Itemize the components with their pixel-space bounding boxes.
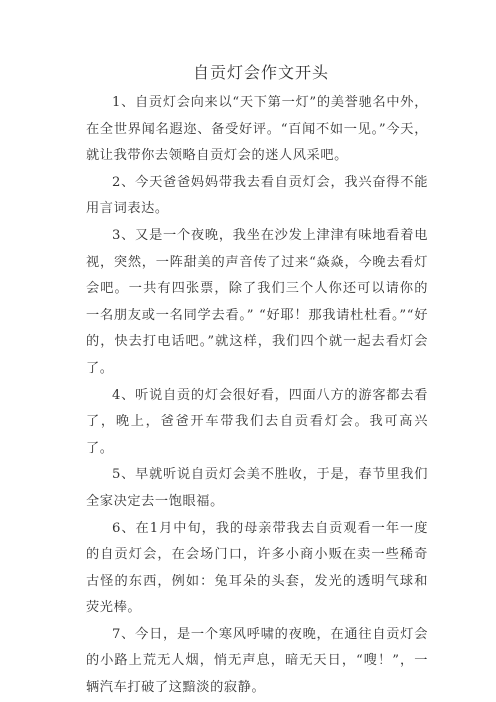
page-title: 自贡灯会作文开头	[192, 63, 329, 82]
paragraph-3: 3、又是一个夜晚，我坐在沙发上津津有味地看着电视，突然，一阵甜美的声音传了过来“焱焱，今晚去看灯会吧。一共有四张票，除了我们三个人你还可以请你的一名朋友或一名同学去看。” “好耶！那我请杜杜看。”“好的，快去打电话吧。”就这样，我们四个就一起去看灯会了。	[86, 227, 428, 376]
paragraph-7: 7、今日，是一个寒风呼啸的夜晚，在通往自贡灯会的小路上荒无人烟，悄无声息，暗无天日，“嗖！”，一辆汽车打破了这黯淡的寂静。	[86, 626, 428, 696]
paragraph-6: 6、在1月中旬，我的母亲带我去自贡观看一年一度的自贡灯会，在会场门口，许多小商小贩在卖一些稀奇古怪的东西，例如：兔耳朵的头套，发光的透明气球和荧光棒。	[86, 520, 428, 616]
paragraph-1: 1、自贡灯会向来以“天下第一灯”的美誉驰名中外，在全世界闻名遐迩、备受好评。“百闻不如一见。”今天，就让我带你去领略自贡灯会的迷人风采吧。	[86, 95, 428, 164]
paragraph-2: 2、今天爸爸妈妈带我去看自贡灯会，我兴奋得不能用言词表达。	[86, 174, 428, 217]
paragraph-4: 4、听说自贡的灯会很好看，四面八方的游客都去看了，晚上，爸爸开车带我们去自贡看灯会。我可高兴了。	[86, 387, 428, 456]
paragraph-5: 5、早就听说自贡灯会美不胜收，于是，春节里我们全家决定去一饱眼福。	[86, 467, 428, 509]
